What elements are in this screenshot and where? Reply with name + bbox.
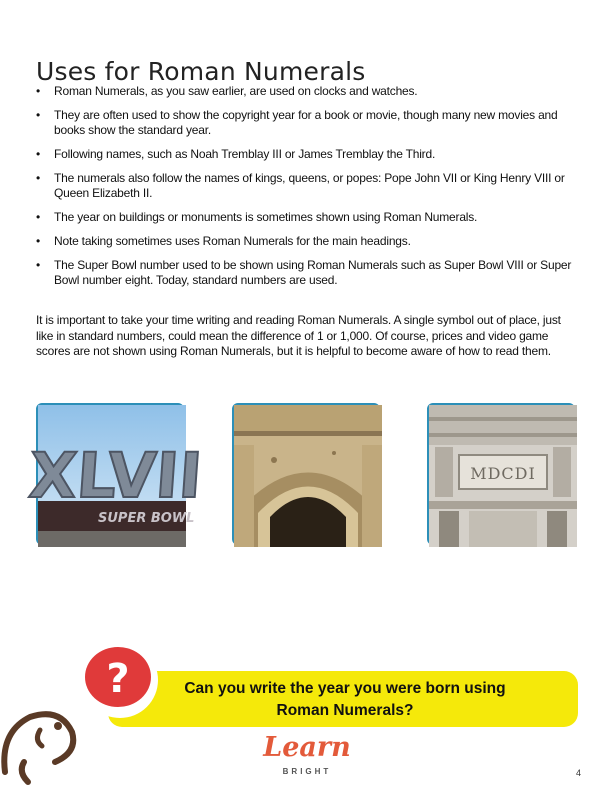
bullet-list bbox=[36, 84, 578, 297]
super-bowl-photo bbox=[26, 403, 205, 545]
list-item-text: The year on buildings or monuments is sometimes shown using Roman Numerals. bbox=[54, 210, 478, 224]
list-item bbox=[36, 84, 578, 99]
bullet-symbol: • bbox=[36, 234, 41, 248]
page-number: 4 bbox=[576, 768, 582, 778]
thinking-character-icon bbox=[0, 622, 150, 792]
inscription-numerals: MDCDI bbox=[470, 464, 536, 483]
list-item bbox=[36, 171, 578, 201]
bullet-symbol: • bbox=[36, 210, 41, 224]
bullet-symbol: • bbox=[36, 258, 41, 272]
list-item bbox=[36, 147, 578, 162]
list-item-text: The numerals also follow the names of kings, queens, or popes: Pope John VII or King Henry VIII or Queen Elizabeth II. bbox=[54, 171, 565, 200]
bullet-symbol: • bbox=[36, 147, 41, 161]
bullet-symbol: • bbox=[36, 108, 41, 122]
logo-subtitle: BRIGHT bbox=[282, 767, 332, 776]
list-item bbox=[36, 234, 578, 249]
banner-question bbox=[150, 678, 540, 722]
building-inscription-photo bbox=[427, 403, 575, 545]
monument-sign: SUPER BOWL bbox=[98, 511, 195, 526]
logo-wordmark: Learn bbox=[263, 732, 351, 763]
banner-question-line2: Roman Numerals? bbox=[276, 702, 414, 719]
list-item-text: Roman Numerals, as you saw earlier, are used on clocks and watches. bbox=[54, 84, 418, 98]
monument-numerals: XLVII bbox=[26, 439, 205, 512]
body-paragraph: It is important to take your time writing and reading Roman Numerals. A single symbol out of place, just like in standard numbers, could mean the difference of 1 or 1,000. Of course, prices and video game scores are not shown using Roman Numerals, but it is helpful to become aware of how to read them. bbox=[36, 313, 561, 358]
list-item-text: They are often used to show the copyright year for a book or movie, though many new movies and books show the standard year. bbox=[54, 108, 558, 137]
list-item bbox=[36, 210, 578, 225]
question-mark-icon: ? bbox=[106, 656, 130, 702]
list-item bbox=[36, 258, 578, 288]
list-item-text: The Super Bowl number used to be shown using Roman Numerals such as Super Bowl VIII or Super Bowl number eight. Today, standard numbers are used. bbox=[54, 258, 572, 287]
list-item bbox=[36, 108, 578, 138]
list-item-text: Note taking sometimes uses Roman Numerals for the main headings. bbox=[54, 234, 411, 248]
page-title: Uses for Roman Numerals bbox=[36, 56, 366, 86]
banner-question-line1: Can you write the year you were born using bbox=[184, 680, 506, 697]
bullet-symbol: • bbox=[36, 84, 41, 98]
stone-arch-photo bbox=[232, 403, 380, 545]
bullet-symbol: • bbox=[36, 171, 41, 185]
list-item-text: Following names, such as Noah Tremblay III or James Tremblay the Third. bbox=[54, 147, 436, 161]
